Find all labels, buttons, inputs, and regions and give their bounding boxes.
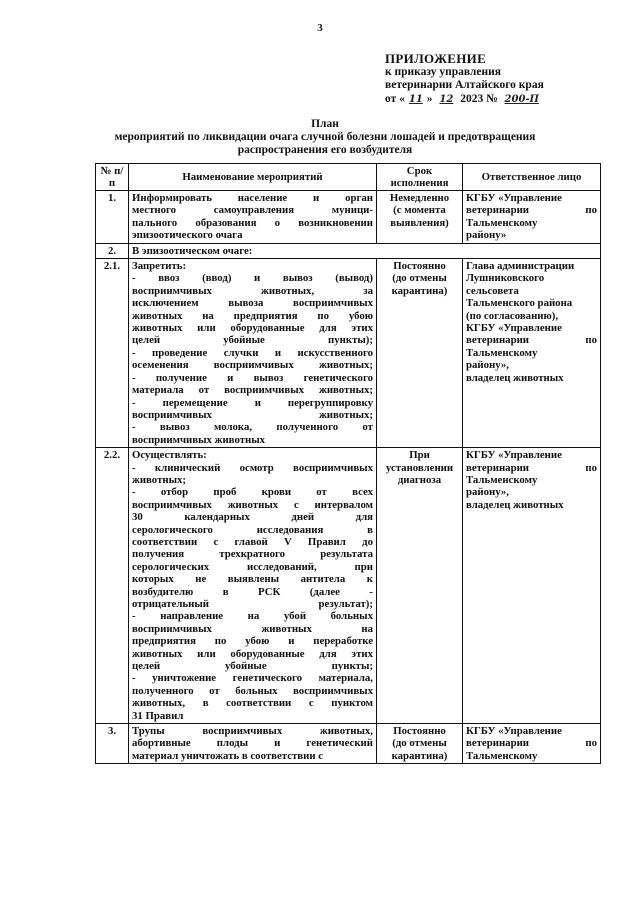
responsible-line: владелец животных — [466, 498, 564, 511]
activity-line: серологического исследования в — [132, 523, 373, 536]
plan-subtitle-line-1: мероприятий по ликвидации очага случной болезни лошадей и предотвращения — [114, 131, 536, 143]
plan-title-block — [90, 118, 560, 157]
responsible-line: ветеринарии по — [466, 204, 597, 217]
activity-line: восприимчивых животных с интервалом — [132, 498, 373, 511]
term-line: (с момента — [393, 204, 446, 217]
responsible-line: Тальменскому — [466, 473, 538, 486]
term-line: Немедленно — [389, 192, 450, 204]
activity-line: восприимчивых животных на — [132, 622, 373, 635]
activity-line: эпизоотического очага — [132, 229, 243, 242]
activity-line: Запретить: — [132, 260, 187, 273]
responsible-line: КГБУ «Управление — [466, 322, 562, 335]
term-line: диагноза — [397, 473, 442, 486]
plan-table — [95, 163, 601, 764]
activity-line: осеменения восприимчивых животных; — [132, 359, 373, 372]
activity-line: серологических исследований, при — [132, 560, 373, 573]
activity-line: пального образования о возникновении — [132, 216, 373, 229]
activity-line: получения трехкратного результата — [132, 548, 373, 561]
date-day: 11 — [408, 93, 423, 105]
date-month: 12 — [439, 93, 454, 105]
activity-line: Осуществлять: — [132, 449, 207, 462]
table-row — [96, 448, 601, 724]
appendix-date-line — [385, 93, 595, 107]
plan-title: План — [311, 118, 339, 130]
responsible-line: району», — [466, 486, 510, 499]
activity-line: животных; — [132, 473, 187, 486]
activity-line: целей убойные пункты); — [132, 334, 373, 347]
plan-subtitle-line-2: распространения его возбудителя — [237, 144, 413, 156]
term-line: карантина) — [391, 284, 448, 297]
table-row — [96, 191, 601, 244]
term-line: (до отмены — [392, 737, 447, 750]
activity-line: - уничтожение генетического материала, — [132, 672, 373, 685]
activity-line: местного самоуправления муници- — [132, 204, 373, 217]
activity-line: исключением вывоза восприимчивых — [132, 297, 373, 310]
activity-line: восприимчивых животных; — [132, 408, 373, 421]
responsible-line: Тальменскому — [466, 216, 538, 229]
activity-line: - проведение случки и искусственного — [132, 346, 373, 359]
term-line: Постоянно — [393, 260, 446, 273]
row-number: 3. — [96, 724, 129, 764]
responsible-line: сельсовета — [466, 284, 519, 297]
responsible-cell — [463, 259, 601, 448]
activity-line: предприятия по убою и переработке — [132, 635, 373, 648]
term-line: При — [409, 449, 430, 462]
responsible-cell — [463, 191, 601, 244]
responsible-line: Лушниковского — [466, 272, 545, 285]
activity-line: возбудителю в РСК (далее - — [132, 585, 373, 598]
activity-line: Информировать население и орган — [132, 192, 373, 204]
term-line: установлении — [385, 461, 454, 474]
activity-line: животных или оборудованные для этих — [132, 322, 373, 335]
responsible-line: (по согласованию), — [466, 309, 559, 322]
responsible-line: владелец животных — [466, 371, 564, 384]
activity-line: - направление на убой больных — [132, 610, 373, 623]
activity-cell — [129, 259, 377, 448]
activity-line: - отбор проб крови от всех — [132, 486, 373, 499]
responsible-line: КГБУ «Управление — [466, 725, 562, 738]
activity-line: - вывоз молока, полученного от — [132, 421, 373, 434]
term-line: карантина) — [391, 749, 448, 762]
header-activity: Наименование мероприятий — [129, 164, 377, 191]
activity-line: животных или оборудованные для этих — [132, 647, 373, 660]
activity-line: целей убойные пункты; — [132, 660, 373, 673]
responsible-line: району», — [466, 359, 510, 372]
activity-line: соответствии с главой V Правил до — [132, 535, 373, 548]
activity-line: абортивные плоды и генетический — [132, 737, 373, 750]
responsible-line: КГБУ «Управление — [466, 192, 562, 204]
header-term: Срок исполнения — [377, 164, 463, 191]
activity-line: материала от восприимчивых животных; — [132, 384, 373, 397]
term-line: выявления) — [390, 216, 449, 229]
activity-line: Трупы восприимчивых животных, — [132, 725, 373, 738]
activity-line: отрицательный результат); — [132, 598, 373, 610]
responsible-line: ветеринарии по — [466, 461, 597, 474]
activity-line: восприимчивых животных, за — [132, 284, 373, 297]
row-number: 1. — [96, 191, 129, 244]
appendix-line-1: к приказу управления — [385, 65, 501, 78]
appendix-block — [385, 52, 595, 106]
responsible-line: ветеринарии по — [466, 737, 597, 750]
activity-line: - получение и вывоз генетического — [132, 371, 373, 384]
activity-line: материал уничтожать в соответствии с — [132, 749, 324, 762]
activity-cell — [129, 191, 377, 244]
term-line: Постоянно — [393, 725, 446, 738]
date-year: 2023 № — [460, 92, 498, 105]
activity-line: животных, в соответствии с пунктом — [132, 697, 373, 710]
order-number: 200-П — [504, 93, 540, 105]
activity-line: - клинический осмотр восприимчивых — [132, 461, 373, 474]
term-cell — [377, 191, 463, 244]
activity-cell — [129, 724, 377, 764]
header-responsible: Ответственное лицо — [463, 164, 601, 191]
appendix-heading: ПРИЛОЖЕНИЕ — [385, 51, 487, 66]
appendix-line-2: ветеринарии Алтайского края — [385, 79, 544, 91]
activity-line: - перемещение и перегруппировку — [132, 396, 373, 409]
activity-line: полученного от больных восприимчивых — [132, 684, 373, 697]
term-cell — [377, 448, 463, 724]
responsible-line: району» — [466, 229, 507, 242]
date-prefix: от « — [385, 92, 405, 105]
header-num: № п/п — [96, 164, 129, 191]
table-row — [96, 724, 601, 764]
responsible-line: Глава администрации — [466, 260, 575, 273]
activity-line: 31 Правил — [132, 709, 184, 722]
term-line: (до отмены — [392, 272, 447, 285]
responsible-line: Тальменского района — [466, 297, 573, 310]
responsible-line: Тальменскому — [466, 749, 538, 762]
page-number: 3 — [317, 22, 323, 34]
responsible-line: ветеринарии по — [466, 334, 597, 347]
activity-line: которых не выявлены антитела к — [132, 573, 373, 586]
responsible-line: КГБУ «Управление — [466, 449, 562, 462]
responsible-line: Тальменскому — [466, 346, 538, 359]
date-mid: » — [426, 92, 433, 105]
table-header-row — [96, 164, 601, 191]
section-heading: В эпизоотическом очаге: — [129, 243, 601, 258]
activity-line: 30 календарных дней для — [132, 511, 373, 524]
activity-line: восприимчивых животных — [132, 433, 266, 446]
responsible-cell — [463, 448, 601, 724]
responsible-cell — [463, 724, 601, 764]
table-row — [96, 259, 601, 448]
row-number: 2.2. — [96, 448, 129, 724]
table-row — [96, 243, 601, 258]
row-number: 2.1. — [96, 259, 129, 448]
activity-cell — [129, 448, 377, 724]
plan-table-body — [96, 191, 601, 764]
activity-line: животных на предприятия по убою — [132, 309, 373, 322]
activity-line: - ввоз (ввод) и вывоз (вывод) — [132, 272, 373, 285]
row-number: 2. — [96, 243, 129, 258]
term-cell — [377, 724, 463, 764]
term-cell — [377, 259, 463, 448]
